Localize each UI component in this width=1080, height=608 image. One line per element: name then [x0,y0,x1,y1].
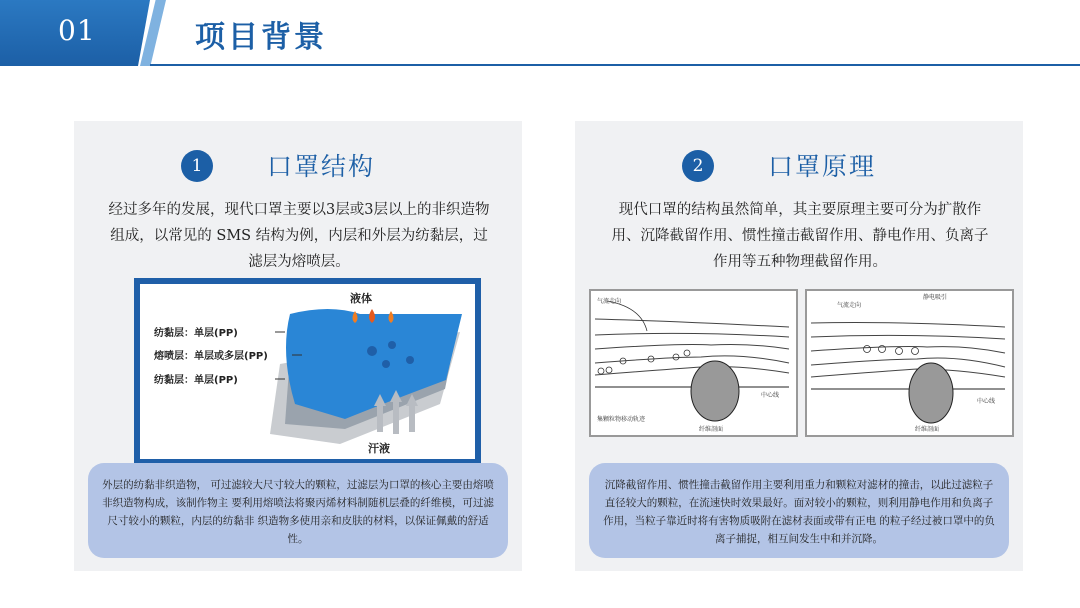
header-bar [0,0,1080,66]
mask-layer-figure [134,278,481,465]
fiber-cross-section [691,361,739,421]
section-number: 01 [58,14,96,47]
particle [367,346,377,356]
card-note: 沉降截留作用、惯性撞击截留作用主要利用重力和颗粒对滤材的撞击，以此过滤粒子直径较大的颗粒，在流速快时效果最好。面对较小的颗粒，则利用静电作用和负离子作用，当粒子靠近时将有害物质吸附在滤材表面或带有正电 的粒子经过被口罩中的负离子捕捉，相互间发生中和并沉降。 [589,463,1009,558]
fiber-cross-section [909,363,953,423]
sweat-arrows-icon [374,390,418,434]
header-underline [150,64,1080,66]
label-centerline: 中心线 [977,398,996,405]
card-index-badge: 1 [181,150,213,182]
label-electrostatic: 静电吸引 [923,294,948,301]
particle [388,341,396,349]
card-description: 现代口罩的结构虽然简单，其主要原理主要可分为扩散作用、沉降截留作用、惯性撞击截留作用、静电作用、负离子作用等五种物理截留作用。 [611,202,989,270]
label-centerline: 中心线 [761,392,780,399]
pointer-line [607,301,647,331]
airflow-lines [811,323,1005,378]
label-fiber: 纤维剖面 [699,426,724,433]
card-index-badge: 2 [682,150,714,182]
label-fiber: 纤维剖面 [915,426,940,433]
label-liquid: 液体 [350,292,372,305]
card-mask-principle [575,121,1023,571]
label-outer-layer: 纺黏层：单层(PP) [154,328,238,339]
label-particle-track: 集颗粒物移动轨迹 [597,416,646,423]
card-description: 经过多年的发展，现代口罩主要以3层或3层以上的非织造物组成，以常见的 SMS 结构为例，内层和外层为纺黏层，过滤层为熔喷层。 [108,202,490,270]
filtration-diagram-electrostatic [805,289,1014,437]
filtration-diagram-interception [589,289,798,437]
card-title: 口罩原理 [768,152,877,181]
label-airflow: 气流走向 [597,298,622,305]
label-inner-layer: 纺黏层：单层(PP) [154,375,238,386]
page-title: 项目背景 [195,20,327,55]
card-title: 口罩结构 [267,152,376,181]
label-airflow: 气流走向 [837,302,862,309]
card-note: 外层的纺黏非织造物， 可过滤较大尺寸较大的颗粒，过滤层为口罩的核心主要由熔喷非织造物构成，该制作物主 要利用熔喷法将聚丙烯材料制随机层叠的纤维模，可过滤尺寸较小的颗粒，内层的纺黏非 织造物多使用亲和皮肤的材料，以保证佩戴的舒适性。 [88,463,508,558]
label-middle-layer: 熔喷层：单层或多层(PP) [154,351,268,362]
particle [382,360,390,368]
mask-layer-diagram [140,284,475,459]
airflow-lines [595,319,789,387]
label-sweat: 汗液 [368,442,390,455]
particle [406,356,414,364]
card-mask-structure [74,121,522,571]
